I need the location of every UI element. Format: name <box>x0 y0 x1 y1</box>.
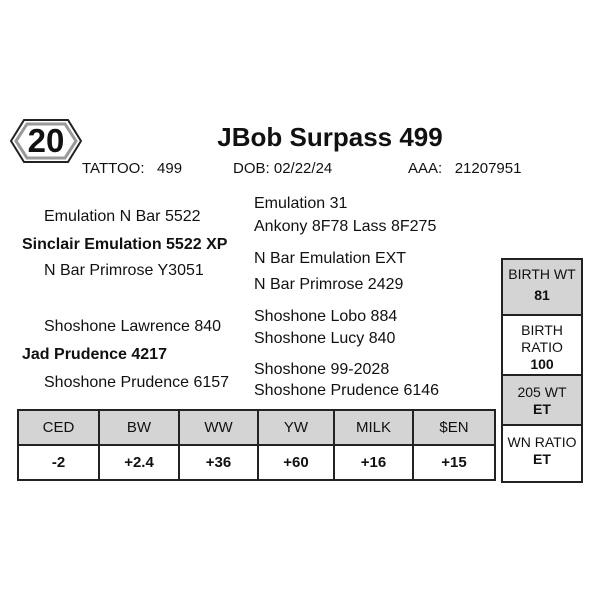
sire-sire-dam: Ankony 8F78 Lass 8F275 <box>254 218 437 235</box>
birth-weight-box <box>501 258 583 316</box>
sire-sire: Emulation N Bar 5522 <box>44 208 201 225</box>
dam-dam-sire: Shoshone 99-2028 <box>254 361 390 378</box>
dam-sire: Shoshone Lawrence 840 <box>44 318 222 335</box>
weight-205-box <box>501 374 583 426</box>
tattoo-label: TATTOO: <box>82 160 145 177</box>
tattoo-value: 499 <box>157 160 183 177</box>
dam-sire-sire: Shoshone Lobo 884 <box>254 308 398 325</box>
sire-dam: N Bar Primrose Y3051 <box>44 262 204 279</box>
epd-value-bw: +2.4 <box>99 445 179 480</box>
dam-sire-dam: Shoshone Lucy 840 <box>254 330 396 347</box>
dam-dam: Shoshone Prudence 6157 <box>44 374 230 391</box>
birth-ratio-value: 100 <box>530 356 554 372</box>
epd-header-ced: CED <box>18 410 99 445</box>
lot-number-badge <box>10 119 82 163</box>
epd-header-bw: BW <box>99 410 179 445</box>
dob-value: 02/22/24 <box>273 160 333 177</box>
aaa-value: 21207951 <box>454 160 522 177</box>
dam: Jad Prudence 4217 <box>22 346 167 363</box>
weight-205-label: 205 WT <box>517 384 567 400</box>
epd-table <box>17 409 496 481</box>
sire: Sinclair Emulation 5522 XP <box>22 236 228 253</box>
birth-ratio-label-2: RATIO <box>521 339 563 355</box>
dob-info <box>233 160 332 177</box>
epd-header-row <box>18 410 495 445</box>
birth-weight-label: BIRTH WT <box>508 266 576 282</box>
sire-sire-sire: Emulation 31 <box>254 195 348 212</box>
epd-header-ww: WW <box>179 410 258 445</box>
aaa-info <box>408 160 521 177</box>
weight-205-value: ET <box>533 401 551 417</box>
birth-weight-value: 81 <box>534 287 550 303</box>
sire-dam-dam: N Bar Primrose 2429 <box>254 276 404 293</box>
epd-value-en: +15 <box>413 445 495 480</box>
weaning-ratio-box <box>501 424 583 483</box>
epd-header-yw: YW <box>258 410 334 445</box>
tattoo-info <box>82 160 182 177</box>
dob-label: DOB: <box>233 160 270 177</box>
sire-dam-sire: N Bar Emulation EXT <box>254 250 407 267</box>
epd-header-en: $EN <box>413 410 495 445</box>
dam-dam-dam: Shoshone Prudence 6146 <box>254 382 440 399</box>
birth-ratio-box <box>501 314 583 376</box>
epd-value-row <box>18 445 495 480</box>
lot-number: 20 <box>27 122 65 159</box>
epd-value-milk: +16 <box>334 445 413 480</box>
epd-value-yw: +60 <box>258 445 334 480</box>
weaning-ratio-value: ET <box>533 451 551 467</box>
epd-header-milk: MILK <box>334 410 413 445</box>
animal-name: JBob Surpass 499 <box>217 122 443 152</box>
aaa-label: AAA: <box>408 160 443 177</box>
epd-value-ww: +36 <box>179 445 258 480</box>
weaning-ratio-label: WN RATIO <box>507 434 577 450</box>
epd-value-ced: -2 <box>18 445 99 480</box>
birth-ratio-label-1: BIRTH <box>521 322 563 338</box>
